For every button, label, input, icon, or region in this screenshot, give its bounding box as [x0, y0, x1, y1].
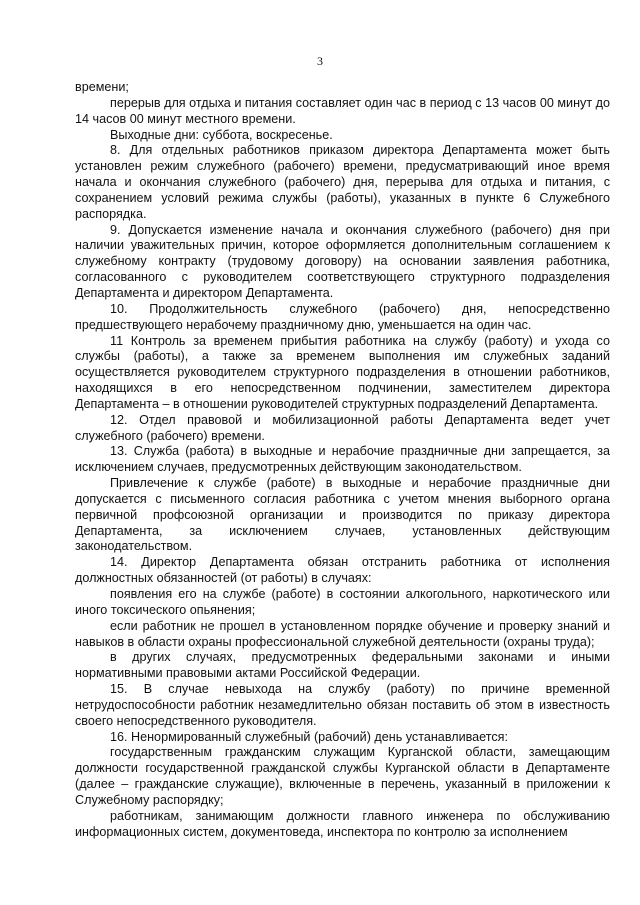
paragraph-employees: работникам, занимающим должности главного инженера по обслуживанию информационных систем, документоведа, инспектора по контролю за исполнением — [75, 808, 610, 839]
page-number: 3 — [317, 54, 323, 68]
paragraph-item-13: 13. Служба (работа) в выходные и нерабочие праздничные дни запрещается, за исключением случаев, предусмотренных действующим законодательством. — [75, 444, 610, 475]
paragraph-civil-servants: государственным гражданским служащим Курганской области, замещающим должности государственной гражданской службы Курганской области в Департаменте (далее – гражданские служащие), включенные в перечень, указанный в приложении к Служебному распорядку; — [75, 745, 610, 807]
paragraph-time-continuation: времени; — [75, 80, 129, 94]
document-body — [75, 80, 610, 841]
paragraph-item-9: 9. Допускается изменение начала и окончания служебного (рабочего) дня при наличии уважительных причин, которое оформляется дополнительным соглашением к служебному контракту (трудовому договору) на основании заявления работника, согласованного с руководителем соответствующего структурного подразделения Департамента и директором Департамента. — [75, 222, 610, 300]
paragraph-lunch-break: перерыв для отдыха и питания составляет один час в период с 13 часов 00 минут до 14 часов 00 минут местного времени. — [75, 95, 610, 126]
paragraph-item-16: 16. Ненормированный служебный (рабочий) день устанавливается: — [110, 729, 508, 744]
paragraph-item-10: 10. Продолжительность служебного (рабочего) дня, непосредственно предшествующего нерабочему праздничному дню, уменьшается на один час. — [75, 301, 610, 332]
paragraph-holiday-work: Привлечение к службе (работе) в выходные и нерабочие праздничные дни допускается с письменного согласия работника с учетом мнения выборного органа первичной профсоюзной организации и производится по приказу директора Департамента, за исключением случаев, установленных действующим законодательством. — [75, 476, 610, 554]
paragraph-other-cases: в других случаях, предусмотренных федеральными законами и иными нормативными правовыми актами Российской Федерации. — [75, 650, 610, 681]
paragraph-item-8: 8. Для отдельных работников приказом директора Департамента может быть установлен режим служебного (рабочего) времени, предусматривающий иное время начала и окончания служебного (рабочего) дня, перерыва для отдыха и питания, с сохранением условий режима службы (работы), указанных в пункте 6 Служебного распорядка. — [75, 143, 610, 221]
paragraph-item-15: 15. В случае невыхода на службу (работу) по причине временной нетрудоспособности работник незамедлительно обязан поставить об этом в известность своего непосредственного руководителя. — [75, 682, 610, 728]
paragraph-training: если работник не прошел в установленном порядке обучение и проверку знаний и навыков в области охраны профессиональной служебной деятельности (охраны труда); — [75, 618, 610, 649]
paragraph-item-14: 14. Директор Департамента обязан отстранить работника от исполнения должностных обязанностей (от работы) в случаях: — [75, 555, 610, 586]
paragraph-item-12: 12. Отдел правовой и мобилизационной работы Департамента ведет учет служебного (рабочего) времени. — [75, 412, 610, 443]
paragraph-days-off: Выходные дни: суббота, воскресенье. — [110, 127, 333, 142]
paragraph-item-11: 11 Контроль за временем прибытия работника на службу (работу) и ухода со службы (работы), а также за временем выполнения им служебных заданий осуществляется руководителем структурного подразделения в отношении работников, находящихся в его непосредственном подчинении, заместителем директора Департамента – в отношении руководителей структурных подразделений Департамента. — [75, 333, 610, 411]
paragraph-intoxication: появления его на службе (работе) в состоянии алкогольного, наркотического или иного токсического опьянения; — [75, 587, 610, 617]
